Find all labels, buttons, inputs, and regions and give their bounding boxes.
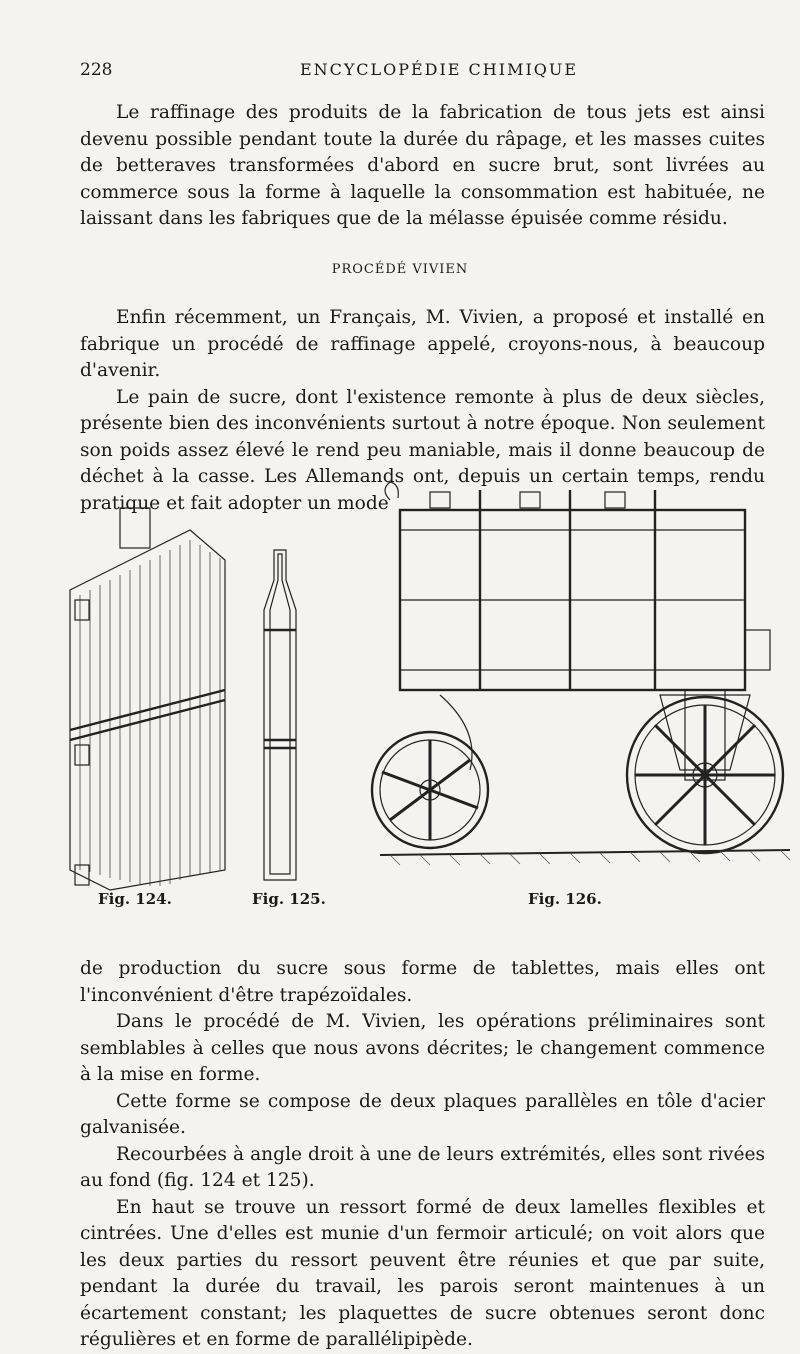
paragraph: Enfin récemment, un Français, M. Vivien, a proposé et installé en fabrique un procédé de raffinage appelé, croyons-nous, à beaucoup d'avenir. xyxy=(80,307,765,381)
paragraph: de production du sucre sous forme de tablettes, mais elles ont l'inconvénient d'être trapézoïdales. xyxy=(80,958,765,1006)
paragraph: Le raffinage des produits de la fabrication de tous jets est ainsi devenu possible pendant toute la durée du râpage, et les masses cuites de betteraves transformées d'abord en sucre brut, sont livrées au commerce sous la forme à laquelle la consommation est habituée, ne laissant dans les fabriques que de la mélasse épuisée comme résidu. xyxy=(80,102,765,229)
continuation-block xyxy=(80,956,765,1354)
paragraph: Dans le procédé de M. Vivien, les opérations préliminaires sont semblables à celles que nous avons décrites; le changement commence à la mise en forme. xyxy=(80,1011,765,1085)
paragraph: Recourbées à angle droit à une de leurs extrémités, elles sont rivées au fond (fig. 124 et 125). xyxy=(80,1143,765,1191)
fig-126-caption: Fig. 126. xyxy=(528,890,602,908)
fig-124-mould-illustration xyxy=(50,500,250,920)
page-header xyxy=(80,60,770,84)
paragraph: En haut se trouve un ressort formé de deux lamelles flexibles et cintrées. Une d'elles est munie d'un fermoir articulé; on voit alors que les deux parties du ressort peuvent être réunies et que par suite, pendant la durée du travail, les parois seront maintenues à un écartement constant; les plaquettes de sucre obtenues seront donc régulières et en forme de parallélipipède. xyxy=(80,1196,765,1350)
fig-124-caption: Fig. 124. xyxy=(98,890,172,908)
top-paragraph-block xyxy=(80,100,765,233)
fig-126-cart-illustration xyxy=(360,470,790,890)
running-title: ENCYCLOPÉDIE CHIMIQUE xyxy=(300,60,579,79)
fig-125-caption: Fig. 125. xyxy=(252,890,326,908)
section-title: PROCÉDÉ VIVIEN xyxy=(331,262,469,277)
paragraph: Le pain de sucre, dont l'existence remonte à plus de deux siècles, présente bien des inconvénients surtout à notre époque. Non seulement son poids assez élevé le rend peu maniable, mais il donne beaucoup de déchet à la casse. Les Allemands ont, depuis un certain temps, rendu pratique et fait adopter un mode xyxy=(80,386,765,514)
page-number: 228 xyxy=(80,60,113,80)
paragraph: Cette forme se compose de deux plaques parallèles en tôle d'acier galvanisée. xyxy=(80,1090,765,1138)
figures-area xyxy=(40,470,800,920)
